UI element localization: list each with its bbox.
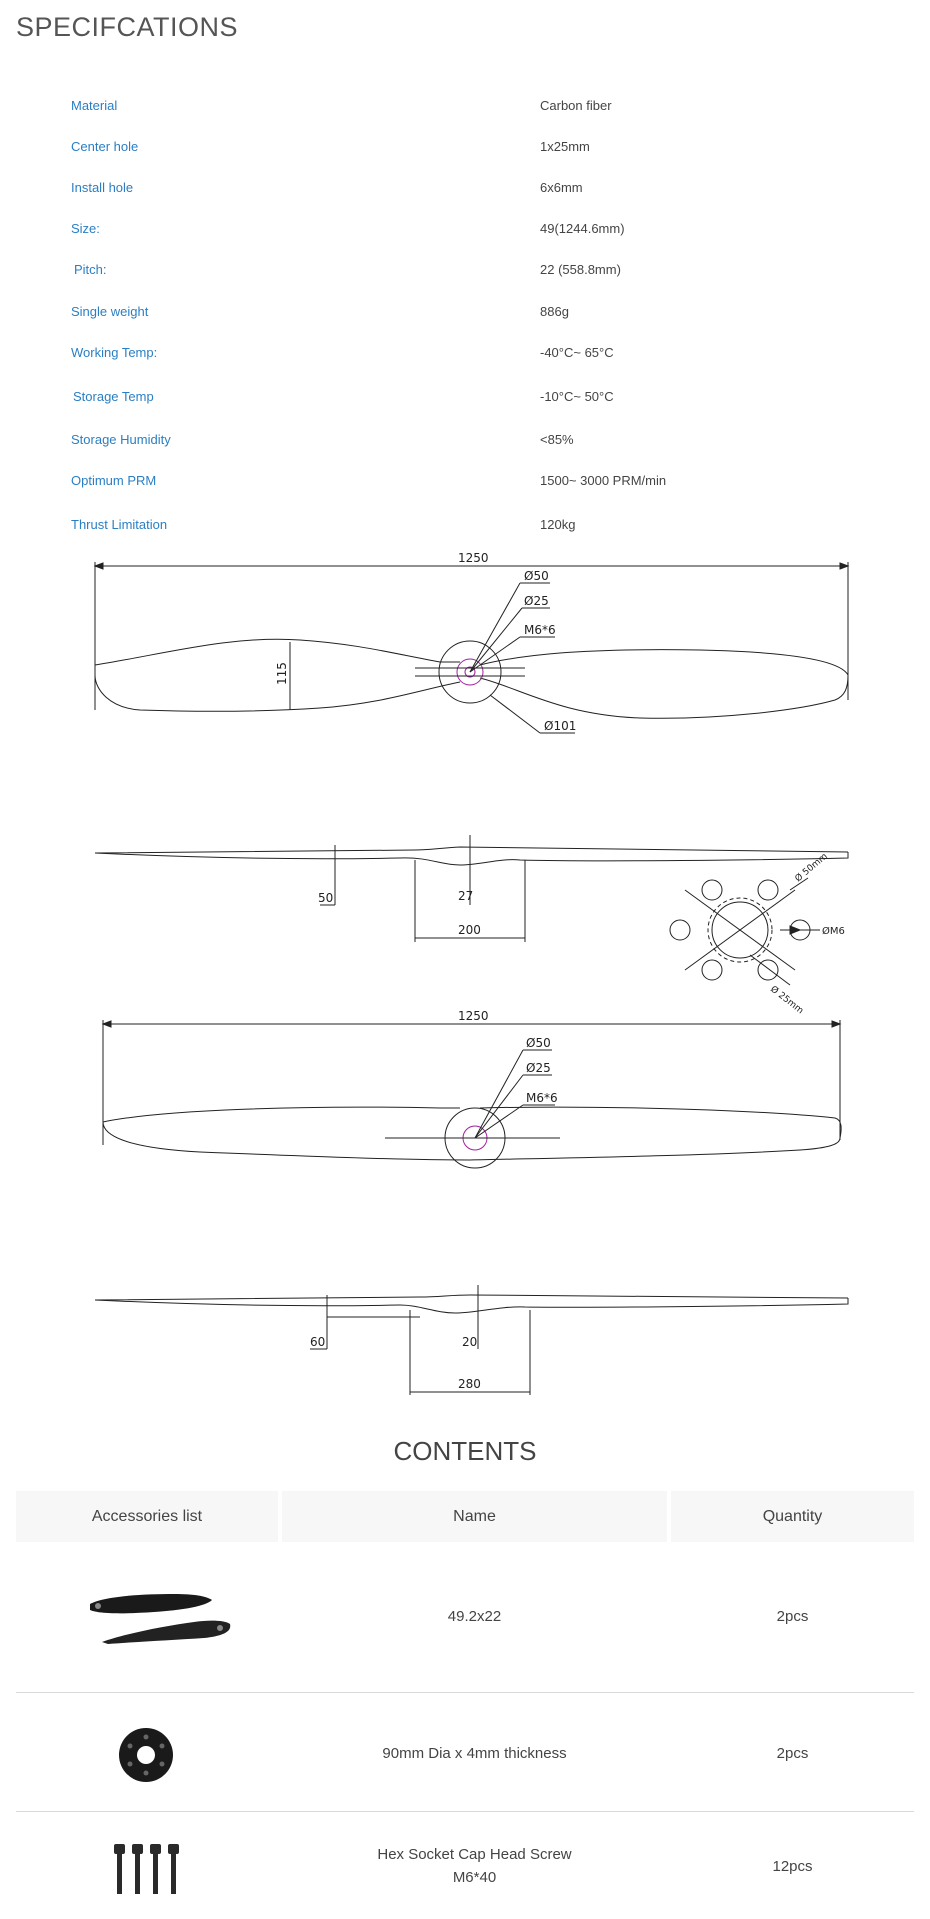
- spec-row: [0, 221, 930, 251]
- spec-row: [0, 473, 930, 503]
- spec-value: -40°C~ 65°C: [540, 345, 614, 360]
- spec-label: Storage Humidity: [71, 432, 171, 447]
- dim-width: 115: [275, 662, 289, 685]
- spec-row: [0, 98, 930, 128]
- spec-label: Optimum PRM: [71, 473, 157, 488]
- dim-m6: M6*6: [526, 1091, 558, 1105]
- spec-value: 1x25mm: [540, 139, 590, 154]
- table-header: [16, 1491, 914, 1542]
- spec-row: [0, 304, 930, 334]
- spec-value: 1500~ 3000 PRM/min: [540, 473, 667, 488]
- dim-d50: Ø50: [526, 1036, 551, 1050]
- item-name: Hex Socket Cap Head Screw: [377, 1846, 572, 1863]
- page-title: SPECIFCATIONS: [16, 12, 239, 42]
- spec-row: [0, 432, 930, 462]
- spec-value: 6x6mm: [540, 180, 583, 195]
- table-row: [16, 1693, 914, 1811]
- spec-row: [0, 180, 930, 210]
- folding-propeller-top-view-drawing: [0, 1010, 930, 1210]
- spec-label: Single weight: [71, 304, 149, 319]
- dim-hub: 20: [462, 1335, 478, 1349]
- spec-row: [0, 389, 930, 419]
- dim-d101: Ø101: [544, 719, 577, 733]
- table-row: [16, 1542, 914, 1692]
- spec-label: Pitch:: [74, 262, 107, 277]
- dim-d25: Ø25: [526, 1061, 551, 1075]
- spec-label: Storage Temp: [73, 389, 154, 404]
- hub-plate-icon: [116, 1725, 176, 1785]
- dim-length: 1250: [458, 1009, 489, 1023]
- hub-center-label: Ø 25mm: [768, 984, 805, 1017]
- table-row: [16, 1812, 914, 1919]
- hub-pcd-label: Ø 50mm: [793, 851, 830, 885]
- item-name: 90mm Dia x 4mm thickness: [382, 1745, 567, 1762]
- spec-row: [0, 517, 930, 547]
- header-name: Name: [453, 1508, 496, 1525]
- propeller-blades-icon: [84, 1582, 234, 1652]
- spec-row: [0, 262, 930, 292]
- spec-label: Material: [71, 98, 118, 113]
- dim-hub: 27: [458, 889, 474, 903]
- dim-length: 1250: [458, 551, 489, 565]
- dim-m6: M6*6: [524, 623, 556, 637]
- item-quantity: 2pcs: [776, 1745, 809, 1762]
- folding-propeller-side-view-drawing: [0, 1280, 930, 1410]
- spec-row: [0, 345, 930, 375]
- spec-label: Size:: [71, 221, 100, 236]
- item-quantity: 12pcs: [772, 1858, 813, 1875]
- header-accessories: Accessories list: [91, 1508, 203, 1525]
- item-name: 49.2x22: [447, 1608, 502, 1625]
- hub-bolt-label: ØM6: [822, 926, 845, 937]
- propeller-top-view-drawing: [0, 550, 930, 770]
- dim-thickness: 60: [310, 1335, 326, 1349]
- item-name-size: M6*40: [452, 1869, 497, 1886]
- spec-value: 22 (558.8mm): [540, 262, 621, 277]
- spec-value: 49(1244.6mm): [540, 221, 625, 236]
- screws-icon: [110, 1842, 190, 1898]
- dim-span: 280: [458, 1377, 481, 1391]
- spec-label: Install hole: [71, 180, 134, 195]
- spec-value: -10°C~ 50°C: [540, 389, 614, 404]
- item-quantity: 2pcs: [776, 1608, 809, 1625]
- spec-label: Center hole: [71, 139, 139, 154]
- dim-thickness: 50: [318, 891, 334, 905]
- spec-value: <85%: [540, 432, 574, 447]
- spec-value: Carbon fiber: [540, 98, 612, 113]
- spec-row: [0, 139, 930, 169]
- contents-title: CONTENTS: [393, 1436, 537, 1466]
- spec-value: 886g: [540, 304, 569, 319]
- dim-d50: Ø50: [524, 569, 549, 583]
- spec-value: 120kg: [540, 517, 576, 532]
- spec-label: Thrust Limitation: [71, 517, 168, 532]
- dim-span: 200: [458, 923, 481, 937]
- spec-label: Working Temp:: [71, 345, 158, 360]
- dim-d25: Ø25: [524, 594, 549, 608]
- header-quantity: Quantity: [762, 1508, 823, 1525]
